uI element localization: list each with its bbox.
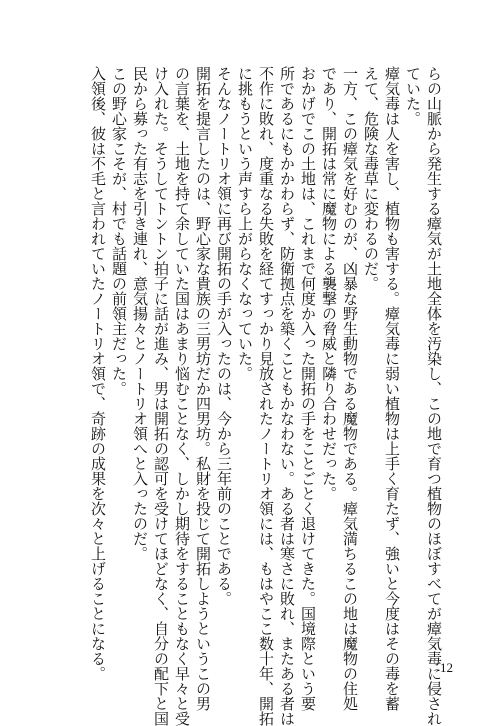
text-line: 開拓を提言したのは、野心家な貴族の三男坊だか四男坊。私財を投じて開拓しようというこの男 xyxy=(194,66,212,711)
text-line: おかげでこの土地は、これまで何度か入った開拓の手をことごとく退けてきた。国境際という要 xyxy=(299,66,317,711)
text-line: 入領後、彼は不毛と言われていたノートリオ領で、奇跡の成果を次々と上げることになる。 xyxy=(89,66,107,681)
text-line: らの山脈から発生する瘴気が土地全体を汚染し、この地で育つ植物のほぼすべてが瘴気毒に侵され xyxy=(425,66,443,726)
vertical-text-body xyxy=(44,66,444,726)
text-line: 民から募った有志を引き連れ、意気揚々とノートリオ領へと入ったのだ。 xyxy=(131,66,149,561)
text-line: け入れた。そうしてトントン拍子に話が進み、男は開拓の認可を受けてほどなく、自分の配下と国 xyxy=(152,66,170,726)
page-number: 12 xyxy=(440,660,453,675)
text-line: この野心家こそが、村でも話題の前領主だった。 xyxy=(110,66,128,396)
text-line: えて、危険な毒草に変わるのだ。 xyxy=(362,66,380,291)
text-line: 一方、この瘴気を好むのが、凶暴な野生動物である魔物である。瘴気満ちるこの地は魔物の住処 xyxy=(341,66,359,711)
text-line: の言葉を、土地を持て余していた国はあまり悩むことなく、しかし期待をすることもなく早々と受 xyxy=(173,66,191,726)
text-line: 所であるにもかかわらず、防衛拠点を築くこともかなわない。ある者は寒さに敗れ、またある者は xyxy=(278,66,296,726)
text-line: そんなノートリオ領に再び開拓の手が入ったのは、今から三年前のことである。 xyxy=(215,66,233,606)
text-line: 瘴気毒は人を害し、植物も害する。瘴気毒に弱い植物は上手く育たず、強いと今度はその毒を蓄 xyxy=(383,66,401,711)
text-line: ていた。 xyxy=(404,66,422,126)
text-line: 不作に敗れ、度重なる失敗を経てすっかり見放されたノートリオ領には、もはやここ数十年、開拓 xyxy=(257,66,275,726)
text-line: であり、開拓は常に魔物による襲撃の脅威と隣り合わせだった。 xyxy=(320,66,338,501)
text-line: に挑もうという声すら上がらなくなっていた。 xyxy=(236,66,254,381)
